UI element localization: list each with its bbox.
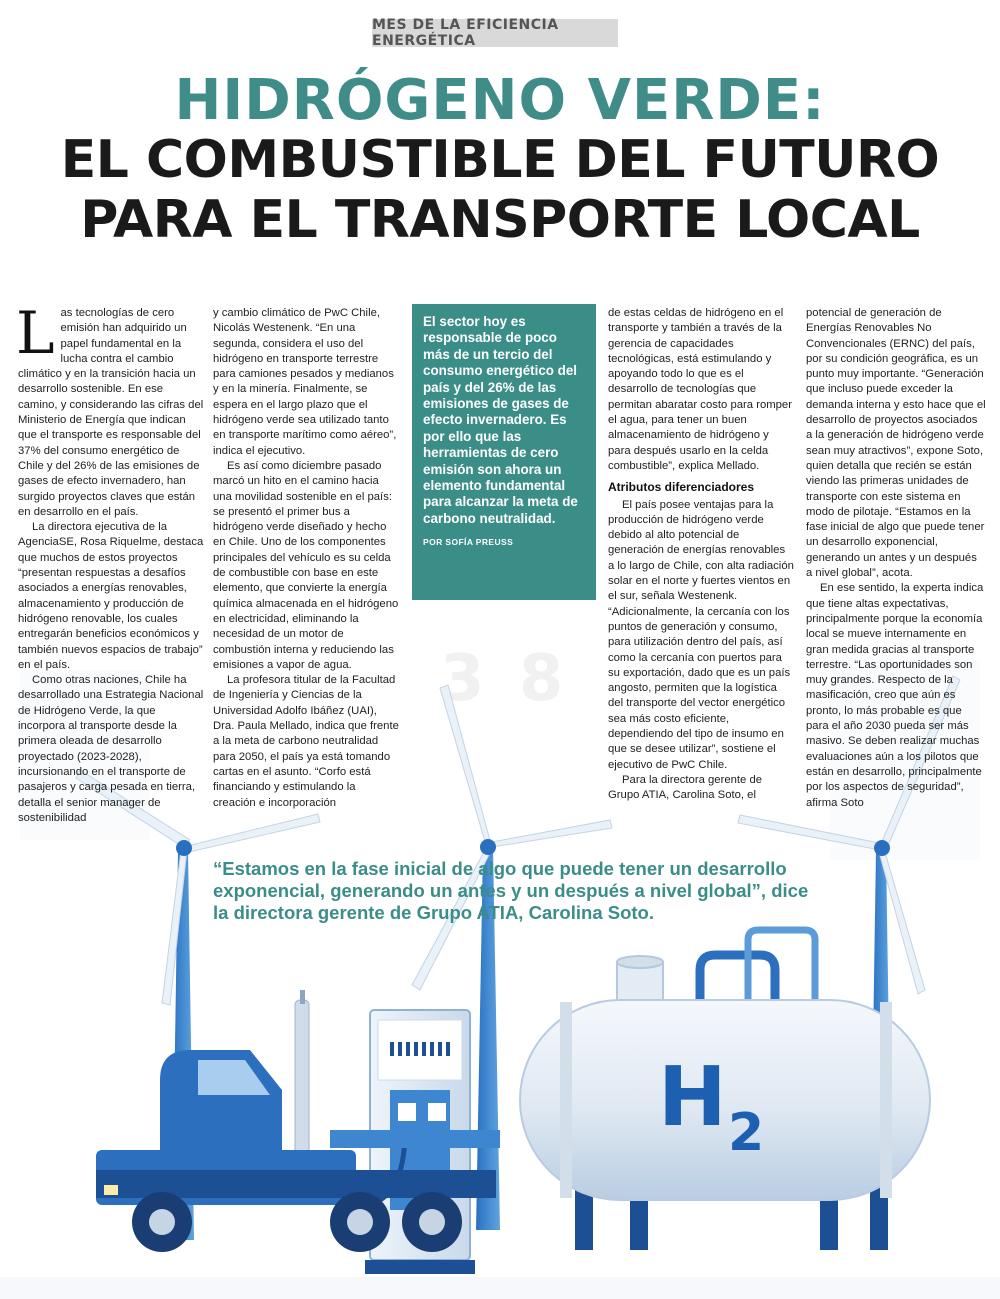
- ground-strip: [0, 1277, 1000, 1299]
- pull-quote: “Estamos en la fase inicial de algo que puede tener un desarrollo exponencial, generando un antes y un después a nivel global”, dice la directora gerente de Grupo ATIA, Carolina Soto.: [213, 858, 809, 923]
- col1-paragraph-1: as tecnologías de cero emisión han adquirido un papel fundamental en la lucha contra el cambio climático y en la transición hacia un desarrollo sostenible. En ese camino, y considerando las cifras del Ministerio de Energía que indican que el transporte es responsable del 37% del consumo energético de Chile y del 26% de las emisiones de gases de efecto invernadero, han surgido proyectos claves que están en desarrollo en el país.: [18, 307, 204, 518]
- author-byline: POR SOFÍA PREUSS: [423, 537, 514, 548]
- article-column-2: [213, 306, 400, 811]
- section-heading: Atributos diferenciadores: [608, 480, 755, 495]
- col5-paragraph-2: En ese sentido, la experta indica que tiene altas expectativas, principalmente porque la economía local se mueve internamente en gran medida gracias al transporte terrestre. “Las oportunidades son muy grandes. Respecto de la masificación, creo que aún es pronto, lo más probable es que para el año 2030 pueda ser más masivo. Se deben realizar muchas evaluaciones aún a los pilotos que están en desarrollo, principalmente por los aspectos de seguridad”, afirma Soto: [806, 582, 984, 809]
- col4-paragraph-1: de estas celdas de hidrógeno en el transporte y también a través de la gerencia de capacidades tecnológicas, está estimulando y apoyando todo lo que es el desarrollo de tecnologías que permitan abaratar costo para romper el agua, para tener un buen almacenamiento de hidrógeno y para después usarlo en la celda combustible”, explica Mellado.: [608, 307, 792, 472]
- tank-pipes: [617, 930, 815, 1010]
- highlight-box: [412, 304, 596, 600]
- section-kicker: MES DE LA EFICIENCIA ENERGÉTICA: [372, 19, 618, 47]
- col2-paragraph-1: y cambio climático de PwC Chile, Nicolás Westenenk. “En una segunda, considera el uso del hidrógeno en transporte terrestre para camiones pesados y medianos y en la minería. Finalmente, se espera en el largo plazo que el hidrógeno verde sea utilizado tanto en transporte marítimo como aéreo”, indica el ejecutivo.: [213, 307, 397, 457]
- col2-paragraph-2: Es así como diciembre pasado marcó un hito en el camino hacia una movilidad sostenible en el país: se presentó el primer bus a hidrógeno verde diseñado y hecho en Chile. Uno de los componentes principales del vehículo es su celda de combustible con base en este elemento, que convierte la energía química almacenada en el hidrógeno en electricidad, eliminando la necesidad de un motor de combustión interna y reduciendo las emisiones a vapor de agua.: [213, 459, 399, 671]
- highlight-text: El sector hoy es responsable de poco más de un tercio del consumo energético del país y del 26% de las emisiones de gases de efecto invernadero. Es por ello que las herramientas de cero emisión son ahora un elemento fundamental para alcanzar la meta de carbono neutralidad.: [423, 314, 578, 526]
- col4-paragraph-3: Para la directora gerente de Grupo ATIA, Carolina Soto, el: [608, 773, 763, 802]
- article-column-1: [16, 299, 205, 826]
- col1-paragraph-2: La directora ejecutiva de la AgenciaSE, Rosa Riquelme, destaca que muchos de estos proyectos “presentan respuestas a desafíos asociados a energías renovables, almacenamiento y producción de hidrógeno renovable, los cuales entregarán beneficios económicos y también nuevos espacios de trabajo” en el país.: [18, 521, 204, 671]
- tank-h-label: H: [658, 1050, 727, 1145]
- headline-line-2: EL COMBUSTIBLE DEL FUTURO: [60, 130, 940, 190]
- col4-paragraph-2: El país posee ventajas para la producción de hidrógeno verde debido al alto potencial de generación de energías renovables a lo largo de Chile, con alta radiación solar en el norte y fuertes vientos en el sur, señala Westenenk. “Adicionalmente, la cercanía con los puntos de generación y consumo, para utilización dentro del país, así como la cercanía con puertos para su exportación, dado que es un país angosto, permiten que la logística del transporte del vector energético sea más costo eficiente, dependiendo del tipo de insumo en que se desee utilizar”, sostiene el ejecutivo de PwC Chile.: [608, 498, 794, 771]
- background-digits: 3 8: [440, 642, 570, 716]
- headline-line-3: PARA EL TRANSPORTE LOCAL: [80, 190, 920, 250]
- col5-paragraph-1: potencial de generación de Energías Renovables No Convencionales (ERNC) del país, por su condición geográfica, es un punto muy importante. “Generación que incluso puede exceder la demanda interna y esto hace que el desarrollo de proyectos asociados a la generación de hidrógeno verde sean muy atractivos”, expone Soto, quien detalla que recién se están viendo las primeras unidades de transporte con este sistema en modo de pilotaje. “Estamos en la fase inicial de algo que puede tener un desarrollo exponencial, generando un antes y un después a nivel global”, acota.: [806, 307, 986, 580]
- tank-subscript-label: 2: [728, 1103, 765, 1163]
- headline-line-1: HIDRÓGENO VERDE:: [174, 68, 826, 133]
- article-column-4: [608, 306, 794, 804]
- col1-paragraph-3: Como otras naciones, Chile ha desarrollado una Estrategia Nacional de Hidrógeno Verde, la que incorpora al transporte desde la primera oleada de desarrollo proyectado (2023-2028), incursionando en el transporte de pasajeros y carga pesada en tierra, detalla el senior manager de sostenibilidad: [18, 674, 204, 824]
- col2-paragraph-3: La profesora titular de la Facultad de Ingeniería y Ciencias de la Universidad Adolfo Ibáñez (UAI), Dra. Paula Mellado, indica que frente a la meta de carbono neutralidad para 2050, el país ya está tomando cartas en el asunto. “Corfo está financiando y estimulando la creación e incorporación: [213, 674, 399, 809]
- article-column-5: [806, 306, 986, 811]
- drop-cap: L: [16, 299, 55, 367]
